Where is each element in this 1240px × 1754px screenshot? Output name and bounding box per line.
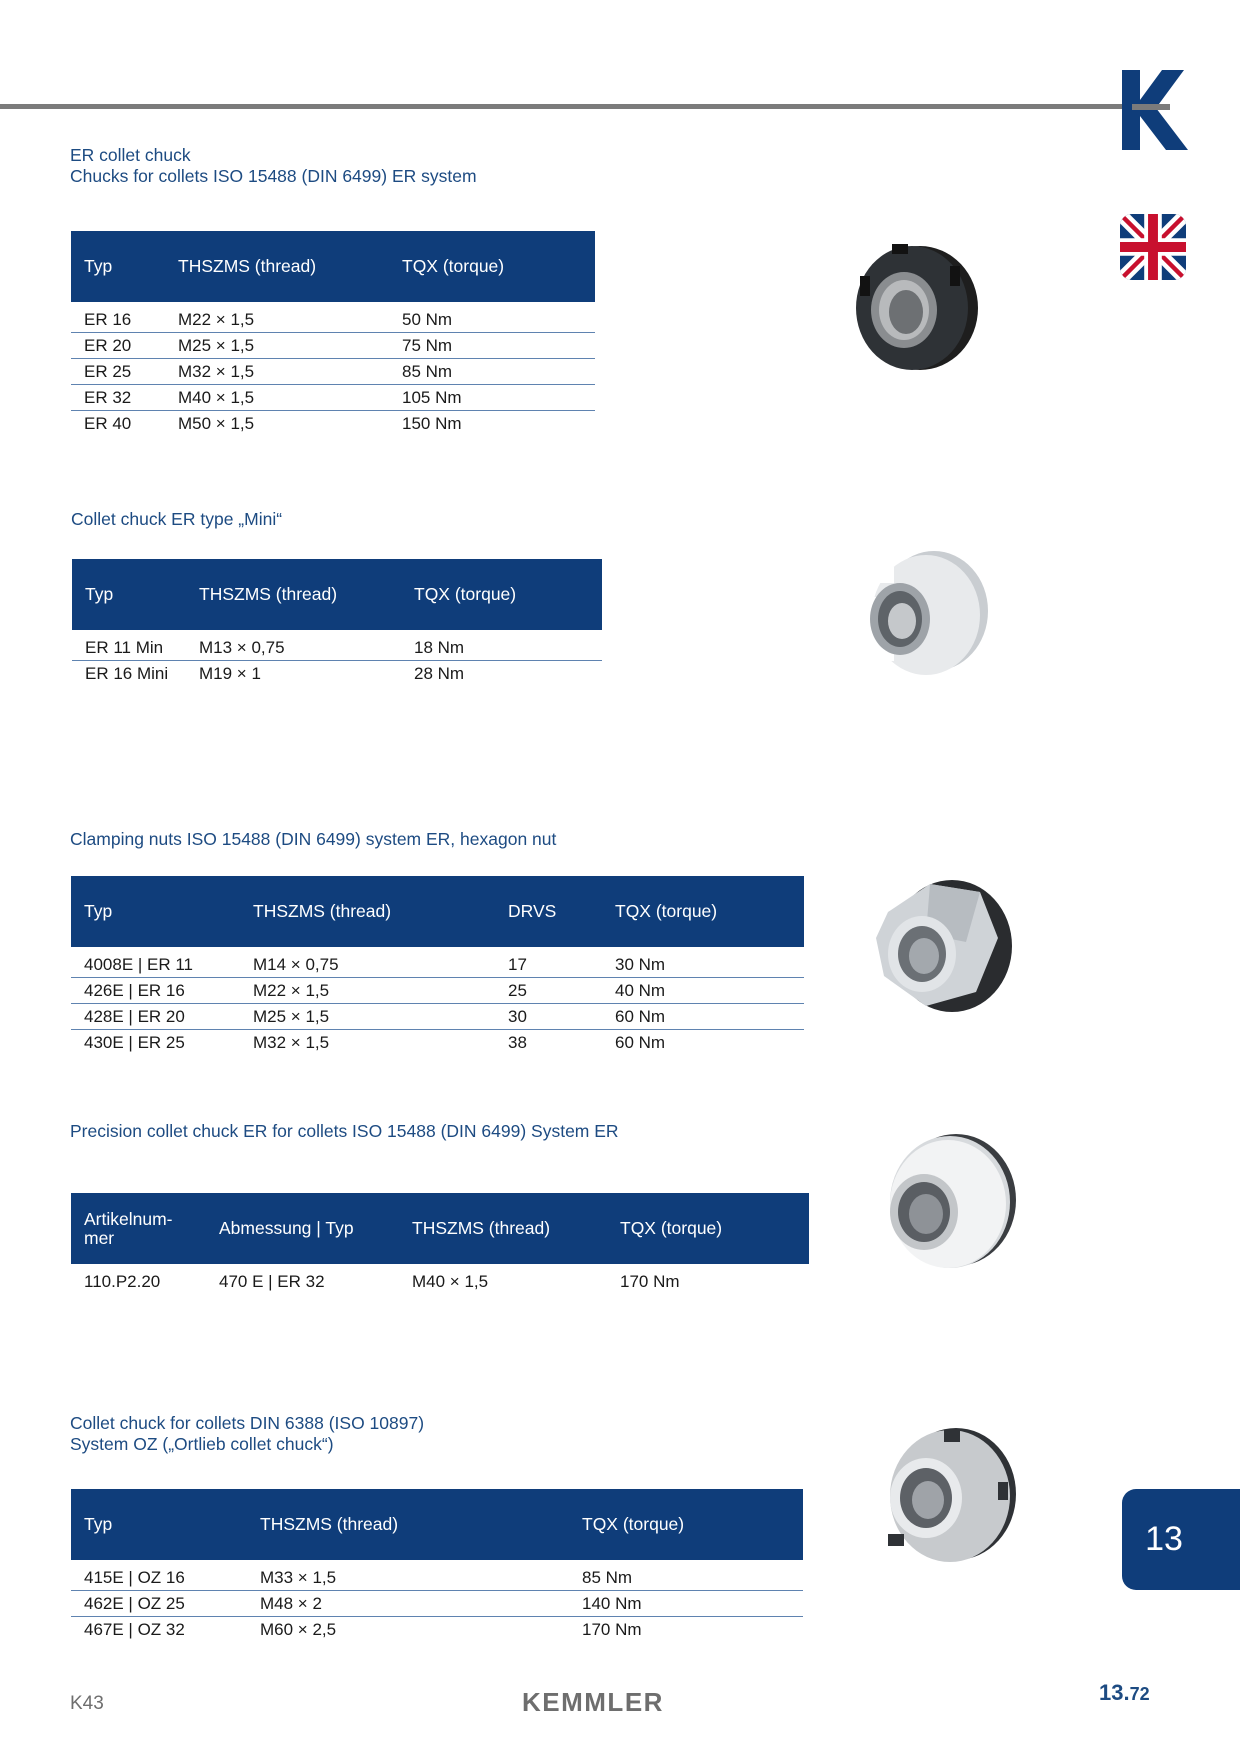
section-title-er-collet-chuck: ER collet chuck Chucks for collets ISO 15488 (DIN 6499) ER system (70, 145, 477, 186)
header-artikelnummer: Artikelnum- mer (71, 1193, 206, 1264)
header-thread: THSZMS (thread) (399, 1193, 607, 1264)
oz-collet-nut-icon (872, 1422, 1022, 1572)
section-title-precision-collet-chuck: Precision collet chuck ER for collets ISO 15488 (DIN 6499) System ER (70, 1121, 619, 1141)
table-row: 415E | OZ 16 M33 × 1,5 85 Nm (71, 1560, 803, 1591)
er-collet-chuck-table (71, 231, 595, 436)
header-typ: Typ (71, 876, 240, 947)
table-row: ER 25 M32 × 1,5 85 Nm (71, 359, 595, 385)
table-row: 110.P2.20 470 E | ER 32 M40 × 1,5 170 Nm (84, 1271, 680, 1291)
table-row: 428E | ER 20 M25 × 1,5 30 60 Nm (71, 1004, 804, 1030)
table-row: ER 16 M22 × 1,5 50 Nm (71, 302, 595, 333)
uk-flag-icon (1120, 214, 1186, 280)
table-row: 4008E | ER 11 M14 × 0,75 17 30 Nm (71, 947, 804, 978)
header-torque: TQX (torque) (401, 559, 602, 630)
header-typ: Typ (71, 231, 165, 302)
table-row: ER 16 Mini M19 × 1 28 Nm (85, 663, 465, 683)
table-row: ER 20 M25 × 1,5 75 Nm (71, 333, 595, 359)
footer-catalog-code: K43 (70, 1693, 104, 1714)
header-thread: THSZMS (thread) (247, 1489, 569, 1560)
footer-brand-logo: KEMMLER (522, 1687, 664, 1717)
header-abmessung-typ: Abmessung | Typ (206, 1193, 399, 1264)
precision-collet-nut-icon (868, 1126, 1023, 1281)
table-row: ER 40 M50 × 1,5 150 Nm (84, 413, 462, 433)
section-title-oz-collet-chuck: Collet chuck for collets DIN 6388 (ISO 10897) System OZ („Ortlieb collet chuck“) (70, 1413, 425, 1454)
mini-collet-nut-icon (860, 545, 992, 681)
header-thread: THSZMS (thread) (165, 231, 389, 302)
hexagon-nut-table (71, 876, 804, 1055)
section-title-hexagon-nut: Clamping nuts ISO 15488 (DIN 6499) system ER, hexagon nut (70, 829, 557, 849)
section-title-mini: Collet chuck ER type „Mini“ (71, 509, 283, 529)
oz-collet-chuck-table (71, 1489, 803, 1642)
header-typ: Typ (71, 1489, 247, 1560)
hexagon-nut-icon (868, 872, 1018, 1022)
table-row: 426E | ER 16 M22 × 1,5 25 40 Nm (71, 978, 804, 1004)
header-torque: TQX (torque) (389, 231, 595, 302)
precision-collet-chuck-table (71, 1193, 809, 1294)
header-torque: TQX (torque) (602, 876, 804, 947)
kemmler-logo-icon (1122, 70, 1190, 150)
table-row: ER 11 Min M13 × 0,75 18 Nm (72, 630, 602, 661)
table-row: ER 32 M40 × 1,5 105 Nm (71, 385, 595, 411)
header-thread: THSZMS (thread) (240, 876, 495, 947)
chapter-tab[interactable] (1122, 1489, 1240, 1590)
chapter-number: 13 (1145, 1520, 1183, 1558)
header-torque: TQX (torque) (569, 1489, 803, 1560)
page-number: 13.72 (1099, 1680, 1150, 1705)
header-typ: Typ (72, 559, 186, 630)
header-rule (0, 104, 1122, 109)
table-row: 430E | ER 25 M32 × 1,5 38 60 Nm (84, 1032, 666, 1052)
header-drvs: DRVS (495, 876, 602, 947)
header-torque: TQX (torque) (607, 1193, 809, 1264)
table-row: 467E | OZ 32 M60 × 2,5 170 Nm (84, 1619, 642, 1639)
mini-collet-chuck-table (72, 559, 602, 686)
table-row: 462E | OZ 25 M48 × 2 140 Nm (71, 1591, 803, 1617)
black-er-collet-nut-icon (852, 236, 982, 376)
header-thread: THSZMS (thread) (186, 559, 401, 630)
